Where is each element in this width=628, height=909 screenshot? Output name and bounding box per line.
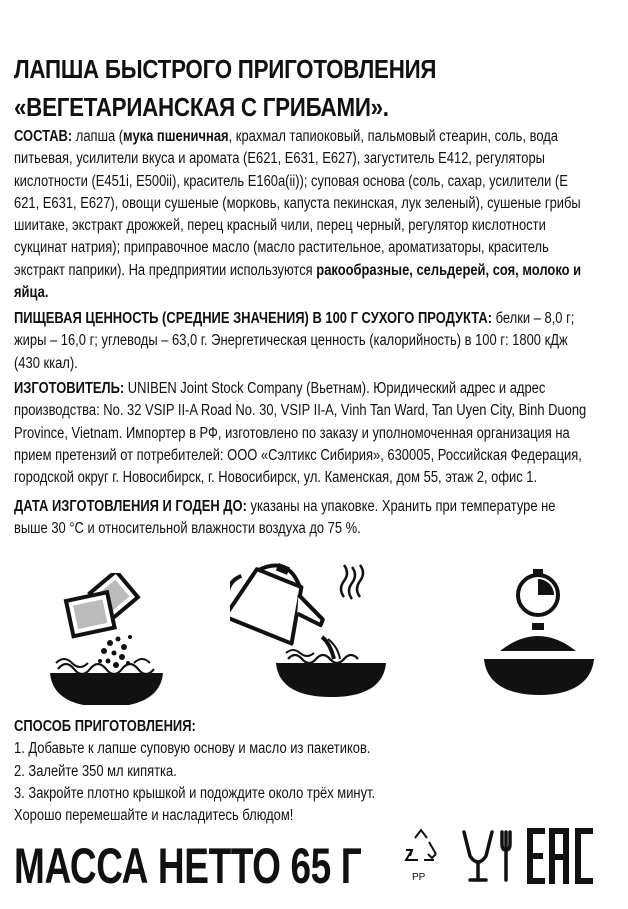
dates-heading: ДАТА ИЗГОТОВЛЕНИЯ И ГОДЕН ДО: (14, 498, 247, 515)
net-weight: МАССА НЕТТО 65 Г (14, 838, 362, 894)
manufacturer-heading: ИЗГОТОВИТЕЛЬ: (14, 380, 125, 397)
recycle-icon (398, 828, 444, 874)
preparation-method (14, 716, 432, 827)
eac-mark-icon (525, 826, 595, 888)
nutrition-section (14, 308, 590, 375)
timer-covered-bowl-icon (480, 569, 610, 705)
title-line-1: ЛАПША БЫСТРОГО ПРИГОТОВЛЕНИЯ (14, 54, 437, 84)
food-grade-glass-fork-icon (460, 828, 516, 884)
method-step-1: 1. Добавьте к лапше суповую основу и масло из пакетиков. (14, 740, 371, 758)
method-step-3: 3. Закройте плотно крышкой и подождите около трёх минут. (14, 784, 376, 802)
product-title (14, 50, 530, 126)
manufacturer-text: UNIBEN Joint Stock Company (Вьетнам). Юридический адрес и адрес производства: No. 32 VSIP II-A Road No. 30, VSIP II-A, Vinh Tan Ward, Tan Uyen City, Binh Duong Province, Vietnam. Импортер в РФ, изготовлено по заказу и уполномоченная организация на прием претензий от потребителей: ООО «Сэлтикс Сибирия», 630005, Российская Федерация, городской округ г. Новосибирск, г. Новосибирск, ул. Каменская, дом 55, этаж 2, офис 1. (14, 380, 587, 487)
composition-allergen-1: мука пшеничная (123, 128, 229, 145)
title-line-2: «ВЕГЕТАРИАНСКАЯ С ГРИБАМИ». (14, 92, 389, 122)
preparation-pictograms (0, 555, 628, 715)
dates-text: указаны на упаковке. Хранить при температуре не выше 30 °С и относительной влажности воздуха до 75 %. (14, 498, 556, 538)
recycle-code: PP (412, 872, 426, 883)
method-final: Хорошо перемешайте и насладитесь блюдом! (14, 807, 294, 825)
composition-section (14, 126, 590, 304)
composition-text-1: лапша ( (72, 128, 124, 145)
method-step-2: 2. Залейте 350 мл кипятка. (14, 762, 177, 780)
composition-heading: СОСТАВ: (14, 128, 73, 145)
nutrition-text: белки – 8,0 г; жиры – 16,0 г; углеводы – 63,0 г. Энергетическая ценность (калорийность) в 100 г: 1800 кДж (430 ккал). (14, 310, 575, 372)
method-heading: СПОСОБ ПРИГОТОВЛЕНИЯ: (14, 718, 196, 735)
nutrition-heading: ПИЩЕВАЯ ЦЕННОСТЬ (СРЕДНИЕ ЗНАЧЕНИЯ) В 100 Г СУХОГО ПРОДУКТА: (14, 310, 493, 327)
manufacturer-section (14, 378, 590, 489)
dates-section (14, 496, 590, 541)
noodle-bowl-sachets-icon (44, 573, 169, 705)
composition-text-2: , крахмал тапиоковый, пальмовый стеарин, соль, вода питьевая, усилители вкуса и аромата (Е621, Е631, Е627), загуститель Е412, регуляторы кислотности (Е451i, Е500ii), краситель Е160а(ii)); суповая основа (соль, сахар, усилители (Е 621, Е631, Е627), овощи сушеные (морковь, капуста пекинская, лук зеленый), сушеные грибы шиитаке, экстракт дрожжей, перец красный чили, перец черный, регулятор кислотности сукцинат натрия); приправочное масло (масло растительное, ароматизаторы, краситель экстракт паприки). На предприятии используются (14, 128, 581, 279)
kettle-pouring-icon (230, 555, 390, 705)
composition-allergens: ракообразные, сельдерей, соя, молоко и яйца. (14, 261, 582, 302)
